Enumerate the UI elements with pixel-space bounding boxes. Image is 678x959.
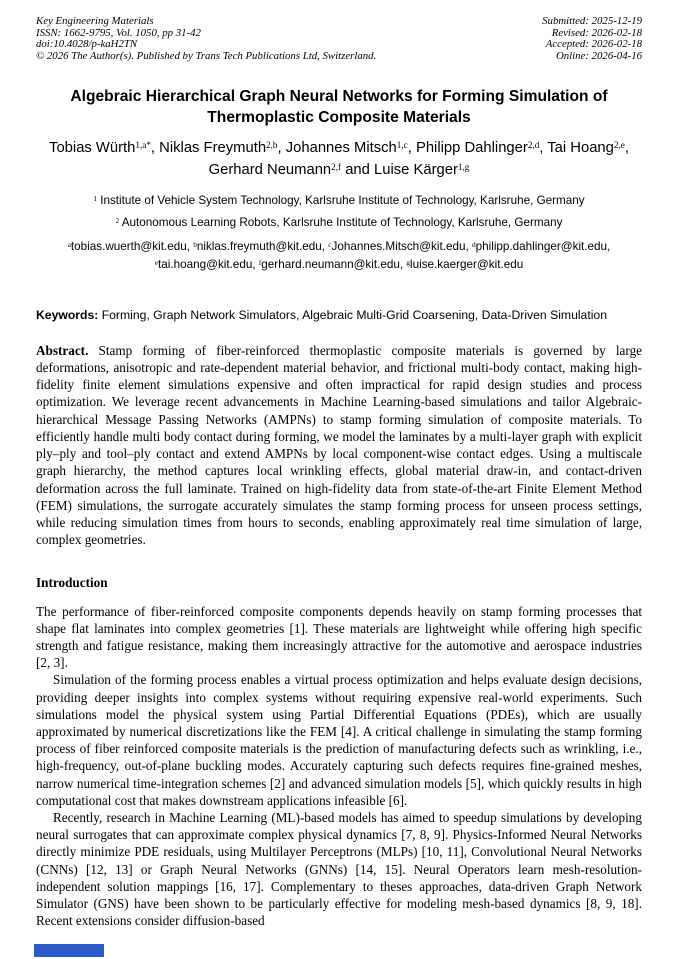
email-address: philipp.dahlinger@kit.edu xyxy=(475,240,608,254)
email-address: tobias.wuerth@kit.edu xyxy=(70,240,187,254)
affiliations-block xyxy=(36,194,642,230)
author-name: Niklas Freymuth xyxy=(159,140,267,157)
journal-copyright: © 2026 The Author(s). Published by Trans Tech Publications Ltd, Switzerland. xyxy=(36,49,377,62)
introduction-body xyxy=(36,603,642,930)
author-affiliation-mark: 2,e xyxy=(613,140,625,151)
keywords-line xyxy=(36,307,642,324)
journal-info xyxy=(36,16,376,62)
page-header xyxy=(36,16,642,62)
author-name: Johannes Mitsch xyxy=(285,140,397,157)
affiliation-mark: 2 xyxy=(115,217,120,226)
journal-doi: doi:10.4028/p-kaH2TN xyxy=(36,38,138,51)
email-address: tai.hoang@kit.edu xyxy=(157,257,253,271)
abstract xyxy=(36,342,642,548)
author-name: Tai Hoang xyxy=(547,140,614,157)
author-affiliation-mark: 1,g xyxy=(457,162,470,173)
email-mark: e xyxy=(154,258,158,267)
author-name: Philipp Dahlinger xyxy=(415,140,528,157)
accepted-date: Accepted: 2026-02-18 xyxy=(545,38,642,51)
affiliation-mark: 1 xyxy=(93,195,97,204)
email-mark: d xyxy=(472,241,476,250)
email-mark: a xyxy=(67,241,71,250)
email-mark: b xyxy=(193,241,197,250)
author-affiliation-mark: 2,f xyxy=(331,162,342,173)
author-affiliation-mark: 2,d xyxy=(527,140,540,151)
paragraph: Recently, research in Machine Learning (ML)-based models has aimed to speedup simulations by developing neural surrogates that can approximate complex physical dynamics [7, 8, 9]. Physics-Informed Neural Networks directly minimize PDE residuals, using Multilayer Perceptrons (MLPs) [10, 11], Convolutional Neural Networks (CNNs) [12, 13] or Graph Neural Networks (GNNs) [14, 15]. Neural Operators learn mesh-resolution-independent solution mappings [16, 17]. Complementary to theses approaches, data-driven Graph Network Simulator (GNS) have been shown to be particularly effective for modeling mesh-based dynamics [8, 9, 18]. Recent extensions consider diffusion-based xyxy=(36,809,642,929)
email-mark: c xyxy=(328,241,332,250)
email-address: gerhard.neumann@kit.edu xyxy=(261,257,400,271)
footer-blue-bar xyxy=(34,944,104,957)
journal-title: Key Engineering Materials xyxy=(36,15,154,27)
keywords-text: Forming, Graph Network Simulators, Algebraic Multi-Grid Coarsening, Data-Driven Simulation xyxy=(101,308,607,323)
author-affiliation-mark: 1,c xyxy=(396,140,408,151)
author-name: Luise Kärger xyxy=(374,162,458,179)
affiliation-line: $^1$ Institute of Vehicle System Technology, Karlsruhe Institute of Technology, Karlsruhe, Germany xyxy=(93,194,585,208)
email-mark: f xyxy=(258,258,262,267)
email-address: niklas.freymuth@kit.edu xyxy=(196,240,322,254)
email-address: luise.kaerger@kit.edu xyxy=(410,257,524,271)
author-name: Tobias Würth xyxy=(49,140,136,157)
abstract-label: Abstract. xyxy=(36,342,89,358)
affiliation-line: $^2$ Autonomous Learning Robots, Karlsruhe Institute of Technology, Karlsruhe, Germany xyxy=(115,216,563,230)
abstract-text: Stamp forming of fiber-reinforced thermoplastic composite materials is governed by large deformations, anisotropic and rate-dependent material behavior, and frictional multi-body contact, making high-fidelity finite element simulations expensive and often impractical for rapid design studies and process optimization. We leverage recent advancements in Machine Learning-based simulations and tailor Algebraic-hierarchical Message Passing Networks (AMPNs) to stamp forming simulation of composite materials. To efficiently handle multi body contact during forming, we model the laminates by a multi-layer graph with explicit ply–ply and tool–ply contact and extend AMPNs by local component-wise contact edges. Using a multiscale graph hierarchy, the method captures local wrinkling effects, global material draw-in, and contact-driven deformation across the full laminate. Trained on high-fidelity data from state-of-the-art Finite Element Method (FEM) simulations, the surrogate accurately simulates the stamp forming process for unseen process settings, while reducing simulation times from hours to seconds, enabling approximately real time simulation of large, complex geometries. xyxy=(36,342,643,548)
journal-issn-volume: ISSN: 1662-9795, Vol. 1050, pp 31-42 xyxy=(36,26,201,39)
submission-dates xyxy=(542,16,642,62)
submitted-date: Submitted: 2025-12-19 xyxy=(542,15,642,27)
paragraph: The performance of fiber-reinforced composite components depends heavily on stamp forming processes that shape flat laminates into complex geometries [1]. These materials are lightweight while offering high specific strength and fatigue resistance, making them increasingly attractive for the automotive and aerospace industries [2, 3]. xyxy=(36,603,642,671)
paper-title: Algebraic Hierarchical Graph Neural Networks for Forming Simulation of Thermoplastic Composite Materials xyxy=(70,88,608,127)
author-name: Gerhard Neumann xyxy=(208,162,332,179)
author-line: Tobias Würth$^{1,a*}$, Niklas Freymuth$^{2,b}$, Johannes Mitsch$^{1,c}$, Philipp Dahlinger$^{2,d}$, Tai Hoang$^{2,e}$, Gerhard Neumann$^{2,f}$ and Luise Kärger$^{1,g}$ xyxy=(49,140,629,179)
online-date: Online: 2026-04-16 xyxy=(555,49,642,62)
section-heading-introduction: Introduction xyxy=(36,575,108,591)
author-emails: $^a$tobias.wuerth@kit.edu, $^b$niklas.freymuth@kit.edu, $^c$Johannes.Mitsch@kit.edu, $^d$philipp.dahlinger@kit.edu, $^e$tai.hoang@kit.edu, $^f$gerhard.neumann@kit.edu, $^g$luise.kaerger@kit.edu xyxy=(67,240,611,271)
author-affiliation-mark: 1,a* xyxy=(135,140,151,151)
author-affiliation-mark: 2,b xyxy=(266,140,278,151)
keywords-label: Keywords: xyxy=(36,308,99,323)
paragraph: Simulation of the forming process enables a virtual process optimization and helps evaluate design decisions, providing deeper insights into complex systems without requiring expensive real-world experiments. Such simulations model the physical system using Partial Differential Equations (PDEs), which are usually approximated by numerical discretizations like the FEM [4]. A critical challenge in simulating the stamp forming process of fiber reinforced composite materials is the prediction of manufacturing defects such as wrinkling, i.e., high-frequency, out-of-plane buckling modes. Accurately capturing such defects requires fine-grained meshes, narrow numerical time-integration schemes [2] and advanced simulation models [5], which quickly results in high computational cost that makes downstream applications infeasible [6]. xyxy=(36,672,642,808)
email-mark: g xyxy=(406,258,410,267)
email-address: Johannes.Mitsch@kit.edu xyxy=(331,240,466,254)
revised-date: Revised: 2026-02-18 xyxy=(551,26,642,39)
